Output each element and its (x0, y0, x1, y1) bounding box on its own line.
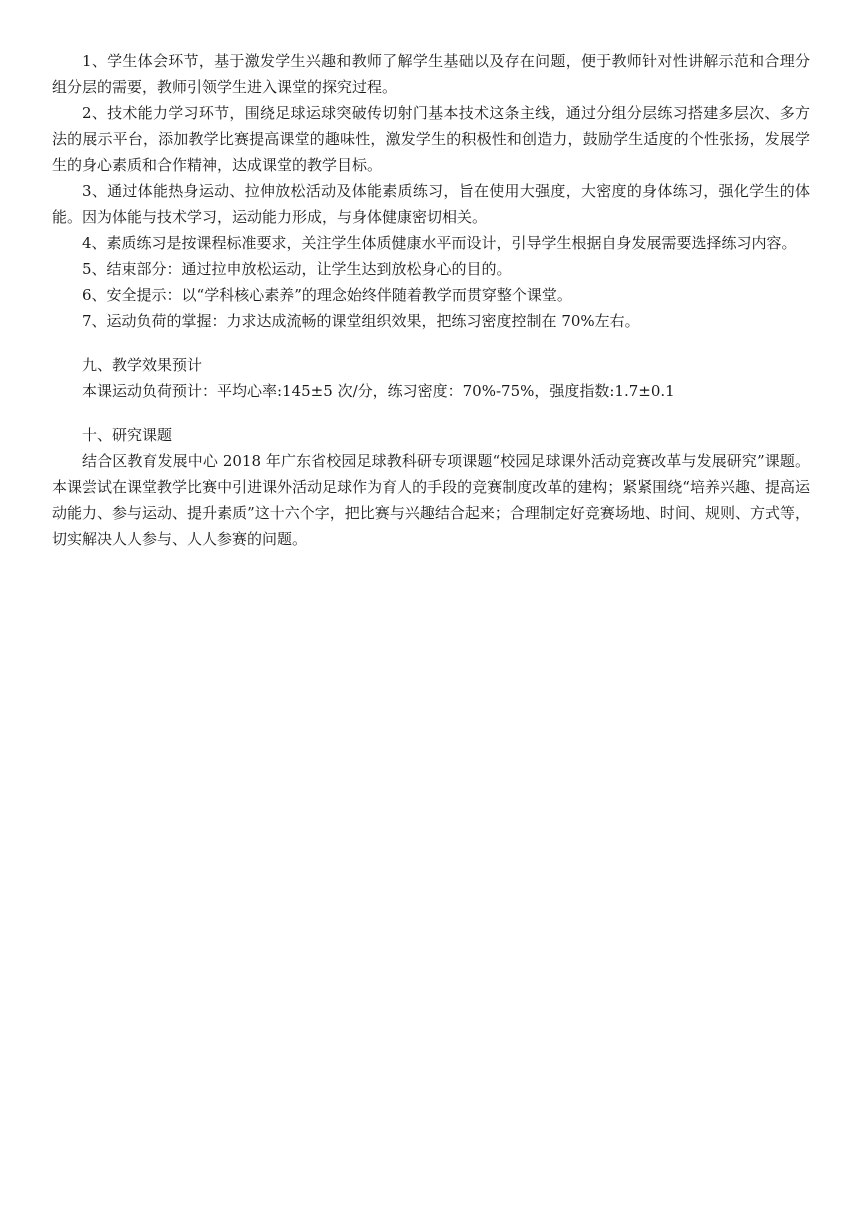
teaching-note-7: 7、运动负荷的掌握：力求达成流畅的课堂组织效果，把练习密度控制在 70%左右。 (82, 312, 640, 330)
section-spacer (52, 334, 810, 352)
teaching-note-3: 3、通过体能热身运动、拉伸放松活动及体能素质练习，旨在使用大强度，大密度的身体练习，强化学生的体能。因为体能与技术学习，运动能力形成，与身体健康密切相关。 (52, 182, 810, 226)
expected-effect-section (52, 352, 810, 404)
research-topic-body: 结合区教育发展中心 2018 年广东省校园足球教科研专项课题“校园足球课外活动竞赛改革与发展研究”课题。本课尝试在课堂教学比赛中引进课外活动足球作为育人的手段的竞赛制度改革的建构；紧紧围绕“培养兴趣、提高运动能力、参与运动、提升素质”这十六个字，把比赛与兴趣结合起来；合理制定好竞赛场地、时间、规则、方式等，切实解决人人参与、人人参赛的问题。 (52, 452, 810, 548)
research-topic-section (52, 422, 810, 552)
expected-effect-body: 本课运动负荷预计：平均心率:145±5 次/分，练习密度：70%-75%，强度指数:1.7±0.1 (82, 382, 675, 400)
teaching-note-2: 2、技术能力学习环节，围绕足球运球突破传切射门基本技术这条主线，通过分组分层练习搭建多层次、多方法的展示平台，添加教学比赛提高课堂的趣味性，激发学生的积极性和创造力，鼓励学生适度的个性张扬，发展学生的身心素质和合作精神，达成课堂的教学目标。 (52, 104, 810, 174)
expected-effect-heading: 九、教学效果预计 (82, 356, 203, 374)
teaching-notes-list (52, 48, 810, 334)
teaching-note-5: 5、结束部分：通过拉申放松运动，让学生达到放松身心的目的。 (82, 260, 512, 278)
section-spacer (52, 404, 810, 422)
teaching-note-1: 1、学生体会环节，基于激发学生兴趣和教师了解学生基础以及存在问题，便于教师针对性讲解示范和合理分组分层的需要，教师引领学生进入课堂的探究过程。 (52, 52, 810, 96)
research-topic-heading: 十、研究课题 (82, 426, 173, 444)
teaching-note-6: 6、安全提示：以“学科核心素养”的理念始终伴随着教学而贯穿整个课堂。 (82, 286, 572, 304)
teaching-note-4: 4、素质练习是按课程标准要求，关注学生体质健康水平而设计，引导学生根据自身发展需要选择练习内容。 (82, 234, 797, 252)
document-page (52, 48, 810, 552)
